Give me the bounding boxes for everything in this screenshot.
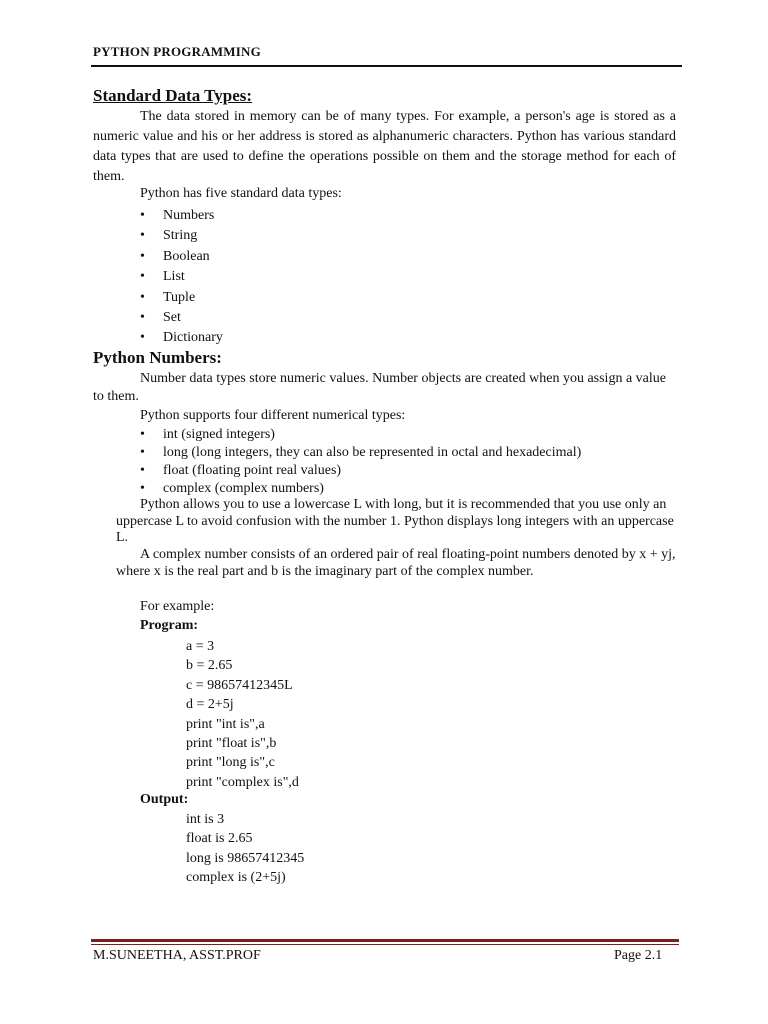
python-numbers-heading: Python Numbers: xyxy=(93,348,222,367)
list-item: • String xyxy=(140,226,223,246)
standard-data-types-heading: Standard Data Types: xyxy=(93,86,253,105)
footer-author: M.SUNEETHA, ASST.PROF xyxy=(93,948,261,963)
header-rule xyxy=(91,65,682,67)
four-types-sentence: Python supports four different numerical types: xyxy=(140,408,406,423)
list-item: • Dictionary xyxy=(140,328,223,348)
code-line: a = 3 xyxy=(186,639,215,654)
numeric-types-list xyxy=(140,426,581,498)
footer-page-number: Page 2.1 xyxy=(614,948,663,963)
python-numbers-intro: Number data types store numeric values. Number objects are created when you assign a value to them. xyxy=(93,371,666,404)
output-line: int is 3 xyxy=(186,812,225,827)
output-line: complex is (2+5j) xyxy=(186,870,286,886)
code-line: c = 98657412345L xyxy=(186,677,293,693)
list-item: • float (floating point real values) xyxy=(140,462,581,480)
output-label: Output: xyxy=(140,792,189,807)
data-types-list xyxy=(140,206,223,349)
list-item: • Set xyxy=(140,308,223,328)
output-block xyxy=(186,810,304,888)
footer-rule xyxy=(91,939,679,942)
code-line: print "complex is",d xyxy=(186,774,299,790)
complex-number-note: A complex number consists of an ordered pair of real floating-point numbers denoted by x + yj, where x is the real part and b is the imaginary part of the complex number. xyxy=(116,547,676,579)
list-item: • Tuple xyxy=(140,288,223,308)
code-line: print "long is",c xyxy=(186,755,275,771)
standard-data-types-intro: The data stored in memory can be of many types. For example, a person's age is stored as a numeric value and his or her address is stored as alphanumeric characters. Python has various standard data types that are used to define the operations possible on them and the storage method for each of them. xyxy=(93,109,676,184)
program-code-block xyxy=(186,637,299,792)
for-example-text: For example: xyxy=(140,599,215,614)
output-line: long is 98657412345 xyxy=(186,850,305,866)
list-item: • int (signed integers) xyxy=(140,426,581,444)
code-line: print "int is",a xyxy=(186,716,265,732)
program-label: Program: xyxy=(140,618,199,633)
list-item: • Boolean xyxy=(140,247,223,267)
five-types-sentence: Python has five standard data types: xyxy=(140,186,342,201)
list-item: • long (long integers, they can also be represented in octal and hexadecimal) xyxy=(140,444,581,462)
page-header-title: PYTHON PROGRAMMING xyxy=(93,44,261,59)
list-item: • List xyxy=(140,267,223,287)
output-line: float is 2.65 xyxy=(186,831,253,847)
list-item: • Numbers xyxy=(140,206,223,226)
footer-rule-thin xyxy=(91,944,679,945)
code-line: print "float is",b xyxy=(186,735,277,751)
long-integer-note: Python allows you to use a lowercase L with long, but it is recommended that you use only an uppercase L to avoid confusion with the number 1. Python displays long integers with an uppercase L. xyxy=(116,497,674,545)
code-line: b = 2.65 xyxy=(186,658,233,674)
code-line: d = 2+5j xyxy=(186,697,234,713)
list-item: • complex (complex numbers) xyxy=(140,480,581,498)
